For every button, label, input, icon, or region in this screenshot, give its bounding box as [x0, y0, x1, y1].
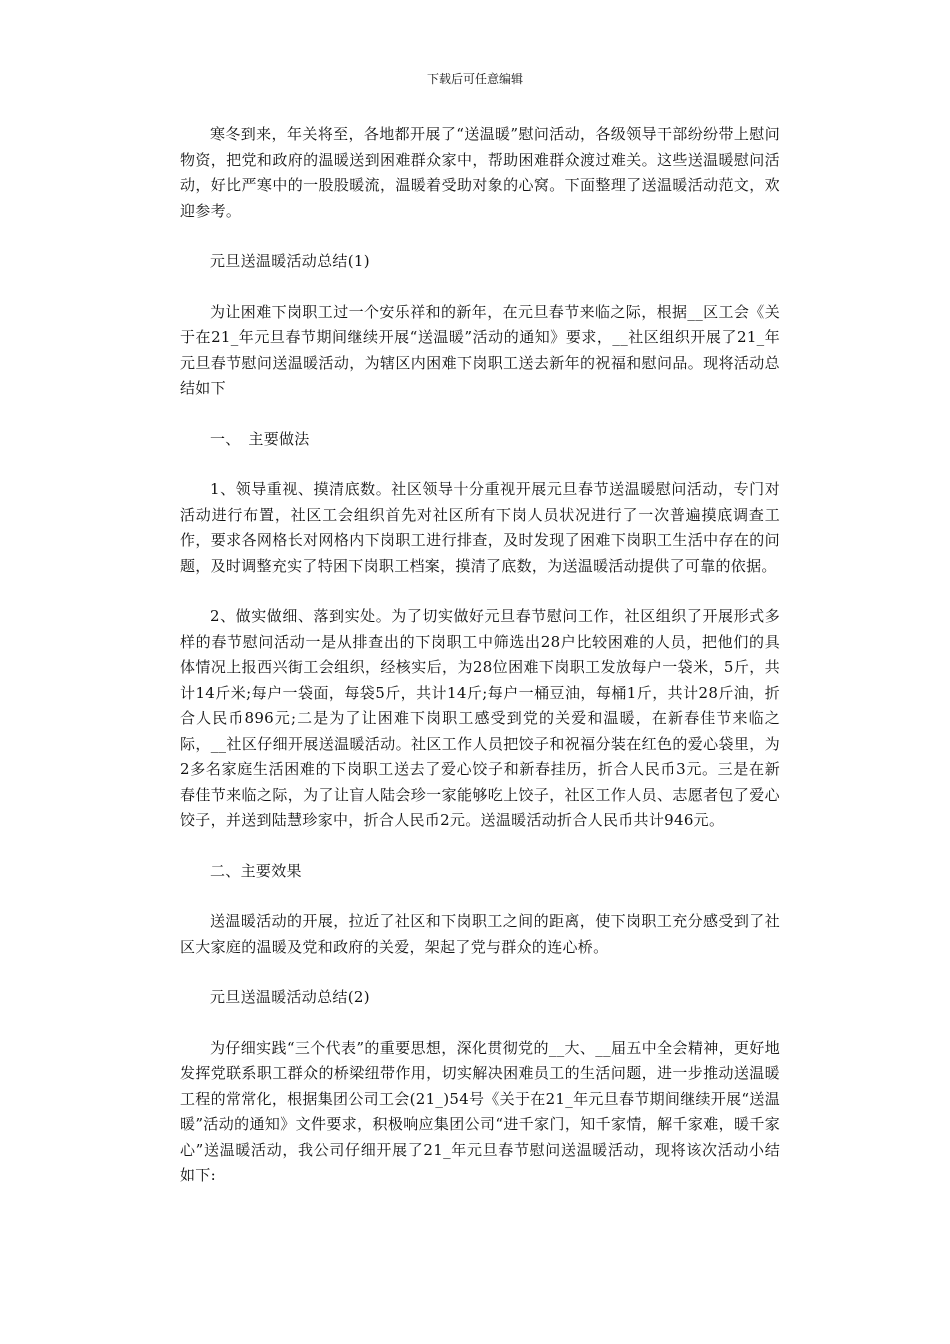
section-title-2: 元旦送温暖活动总结(2): [210, 988, 370, 1006]
effects-paragraph: 送温暖活动的开展，拉近了社区和下岗职工之间的距离，使下岗职工充分感受到了社区大家庭的温暖及党和政府的关爱，架起了党与群众的连心桥。: [180, 912, 780, 956]
intro-paragraph: 寒冬到来，年关将至，各地都开展了“送温暖”慰问活动，各级领导干部纷纷带上慰问物资，把党和政府的温暖送到困难群众家中，帮助困难群众渡过难关。这些送温暖慰问活动，好比严寒中的一股股暖流，温暖着受助对象的心窝。下面整理了送温暖活动范文，欢迎参考。: [180, 125, 780, 220]
method-2-paragraph: 2、做实做细、落到实处。为了切实做好元旦春节慰问工作，社区组织了开展形式多样的春节慰问活动一是从排查出的下岗职工中筛选出28户比较困难的人员，把他们的具体情况上报西兴街工会组织，经核实后，为28位困难下岗职工发放每户一袋米，5斤，共计14斤米;每户一袋面，每袋5斤，共计14斤;每户一桶豆油，每桶1斤，共计28斤油，折合人民币896元;二是为了让困难下岗职工感受到党的关爱和温暖，在新春佳节来临之际，__社区仔细开展送温暖活动。社区工作人员把饺子和祝福分装在红色的爱心袋里，为2多名家庭生活困难的下岗职工送去了爱心饺子和新春挂历，折合人民币3元。三是在新春佳节来临之际，为了让盲人陆会珍一家能够吃上饺子，社区工作人员、志愿者包了爱心饺子，并送到陆慧珍家中，折合人民币2元。送温暖活动折合人民币共计946元。: [180, 607, 780, 829]
method-1-paragraph: 1、领导重视、摸清底数。社区领导十分重视开展元旦春节送温暖慰问活动，专门对活动进行布置，社区工会组织首先对社区所有下岗人员状况进行了一次普遍摸底调查工作，要求各网格长对网格内下岗职工进行排查，及时发现了困难下岗职工生活中存在的问题，及时调整充实了特困下岗职工档案，摸清了底数，为送温暖活动提供了可靠的依据。: [180, 480, 780, 575]
document-body: [180, 122, 780, 1214]
section-title-1: 元旦送温暖活动总结(1): [210, 252, 370, 270]
summary-1-intro-paragraph: 为让困难下岗职工过一个安乐祥和的新年，在元旦春节来临之际，根据__区工会《关于在21_年元旦春节期间继续开展“送温暖”活动的通知》要求，__社区组织开展了21_年元旦春节慰问送温暖活动，为辖区内困难下岗职工送去新年的祝福和慰问品。现将活动总结如下: [180, 302, 780, 397]
header-note: 下载后可任意编辑: [426, 72, 523, 86]
subheading-main-effects: 二、主要效果: [210, 861, 302, 880]
summary-2-intro-paragraph: 为仔细实践“三个代表”的重要思想，深化贯彻党的__大、__届五中全会精神，更好地发挥党联系职工群众的桥梁纽带作用，切实解决困难员工的生活问题，进一步推动送温暖工程的常常化，根据集团公司工会(21_)54号《关于在21_年元旦春节期间继续开展“送温暖”活动的通知》文件要求，积极响应集团公司“进千家门，知千家情，解千家难，暖千家心”送温暖活动，我公司仔细开展了21_年元旦春节慰问送温暖活动，现将该次活动小结如下:: [180, 1038, 780, 1184]
subheading-main-methods: 一、 主要做法: [210, 429, 310, 448]
